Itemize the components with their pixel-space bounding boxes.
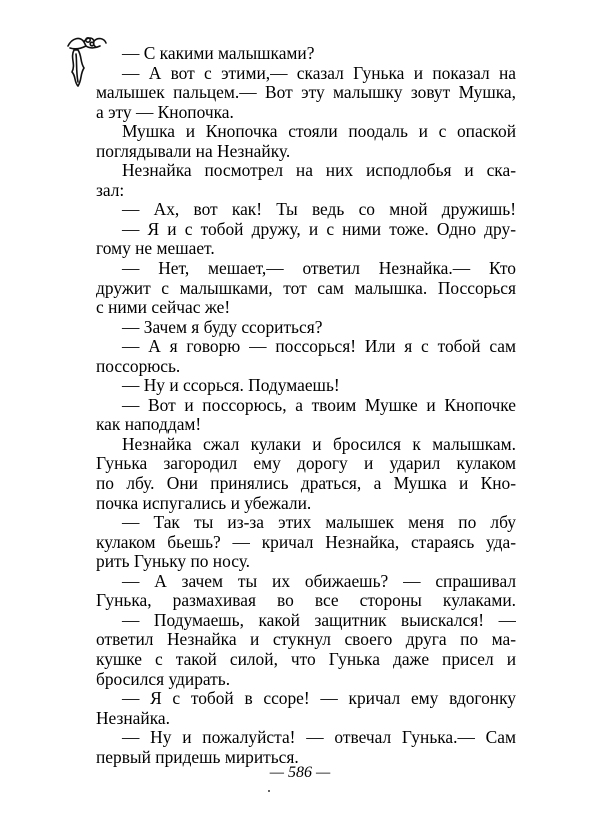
text-line: — Вот и поссорюсь, а твоим Мушке и Кнопочке bbox=[122, 395, 516, 415]
text-line: — Так ты из-за этих малышек меня по лбу bbox=[122, 513, 516, 533]
text-line: — Ну и ссорься. Подумаешь! bbox=[122, 375, 340, 396]
text-line: кулаком бьешь? — кричал Незнайка, стараясь уда- bbox=[96, 532, 516, 552]
text-line: Незнайка сжал кулаки и бросился к малышкам. bbox=[122, 434, 516, 454]
text-line: как наподдам! bbox=[96, 414, 202, 435]
text-line: — Подумаешь, какой защитник выискался! — bbox=[122, 610, 516, 630]
text-line: — Ну и пожалуйста! — отвечал Гунька.— Сам bbox=[122, 728, 516, 748]
page-number: — 586 — bbox=[269, 764, 331, 781]
text-line: Гунька, размахивая во все стороны кулаками. bbox=[96, 591, 516, 611]
text-line: по лбу. Они принялись драться, а Мушка и Кно- bbox=[96, 474, 516, 494]
text-line: с ними сейчас же! bbox=[96, 297, 231, 318]
text-line: — Нет, мешает,— ответил Незнайка.— Кто bbox=[122, 259, 516, 279]
text-line: почка испугались и убежали. bbox=[96, 492, 312, 513]
print-speck bbox=[268, 790, 270, 792]
body-text bbox=[96, 44, 516, 767]
text-line: — А зачем ты их обижаешь? — спрашивал bbox=[122, 571, 516, 591]
text-line: — А я говорю — поссорься! Или я с тобой сам bbox=[122, 337, 516, 357]
text-line: а эту — Кнопочка. bbox=[96, 101, 234, 122]
text-line: бросился удирать. bbox=[96, 668, 231, 689]
text-line: первый придешь мириться. bbox=[96, 746, 299, 767]
text-line: — А вот с этими,— сказал Гунька и показал на bbox=[122, 63, 516, 83]
text-line: — Я с тобой в ссоре! — кричал ему вдогонку bbox=[122, 689, 516, 709]
text-line: — Зачем я буду ссориться? bbox=[122, 316, 323, 337]
text-line: малышек пальцем.— Вот эту малышку зовут Мушка, bbox=[96, 83, 516, 103]
text-line: Незнайка посмотрел на них исподлобья и ска- bbox=[122, 161, 516, 181]
text-line: ответил Незнайка и стукнул своего друга по ма- bbox=[96, 630, 516, 650]
text-line: Незнайка. bbox=[96, 707, 170, 728]
text-line: гому не мешает. bbox=[96, 238, 215, 259]
text-line: Мушка и Кнопочка стояли поодаль и с опаской bbox=[122, 122, 516, 142]
text-line: рить Гуньку по носу. bbox=[96, 551, 251, 572]
text-line: — С какими малышками? bbox=[122, 43, 315, 63]
text-line: Гунька загородил ему дорогу и ударил кулаком bbox=[96, 454, 516, 474]
text-line: поссорюсь. bbox=[96, 355, 181, 376]
text-line: поглядывали на Незнайку. bbox=[96, 140, 291, 161]
text-line: кушке с такой силой, что Гунька даже присел и bbox=[96, 649, 516, 669]
text-line: зал: bbox=[96, 179, 125, 200]
text-line: — Ах, вот как! Ты ведь со мной дружишь! bbox=[122, 200, 516, 220]
text-line: дружит с малышками, тот сам малышка. Поссорься bbox=[96, 278, 516, 298]
text-line: — Я и с тобой дружу, и с ними тоже. Одно дру- bbox=[122, 219, 516, 239]
